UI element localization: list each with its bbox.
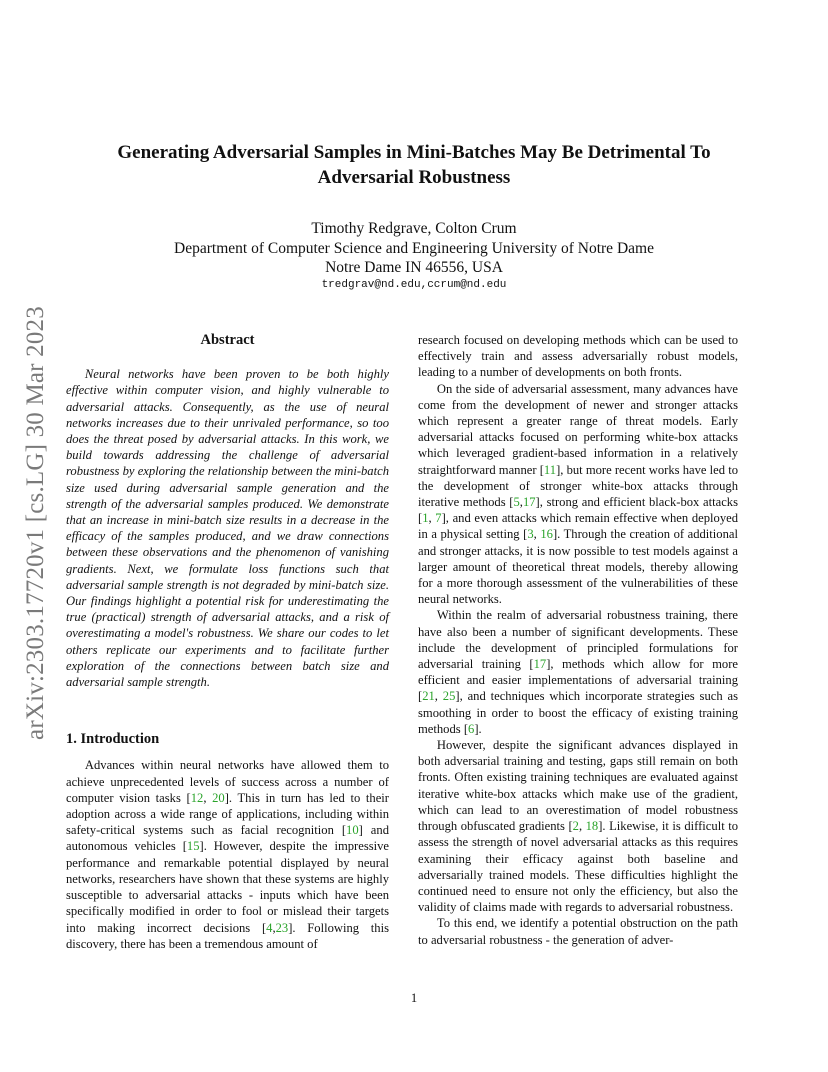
introduction-paragraph-1: Advances within neural networks have allowed them to achieve unprecedented levels of success across a number of computer vision tasks [12, 20]. This in turn has led to their adoption across a wide range of applications, including within safety-critical systems such as facial recognition [10] and autonomous vehicles [15]. However, despite the impressive performance and remarkable potential displayed by neural networks, researchers have shown that these systems are highly susceptible to adversarial attacks - inputs which have been specifically modified in order to fool or mislead their targets into making incorrect decisions [4,23]. Following this discovery, there has been a tremendous amount of bbox=[66, 758, 390, 951]
paper-title-line-1: Generating Adversarial Samples in Mini-Batches May Be Detrimental To bbox=[117, 142, 711, 163]
citation-link[interactable]: 7 bbox=[435, 511, 442, 526]
arxiv-identifier-text: arXiv:2303.17720v1 [cs.LG] 30 Mar 2023 bbox=[22, 305, 50, 740]
introduction-paragraph-4: However, despite the significant advances displayed in both adversarial training and testing, gaps still remain on both fronts. Often existing training techniques are evaluated against iterative white-box attacks which make use of the gradient, which can lead to an overestimation of model robustness through obfuscated gradients [2, 18]. Likewise, it is difficult to assess the strength of novel adversarial attacks as this requires examining their efficacy against both baseline and adversarially trained models. These difficulties highlight the continued need to ensure not only the efficiency, but also the validity of claims made with regards to adversarial robustness. bbox=[418, 738, 739, 915]
introduction-paragraph-2: On the side of adversarial assessment, many advances have come from the development of newer and stronger attacks which represent a greater range of threat models. Early adversarial attacks focused on performing white-box attacks which leveraged gradient-based information in a relatively straightforward manner [11], but more recent works have led to the development of stronger white-box attacks through iterative methods [5,17], strong and efficient black-box attacks [1, 7], and even attacks which remain effective when deployed in a physical setting [3, 16]. Through the creation of additional and stronger attacks, it is now possible to test models against a larger amount of theoretical threat models, thereby allowing for a more thorough assessment of the vulnerabilities of these neural networks. bbox=[418, 381, 738, 607]
paper-title-line-2: Adversarial Robustness bbox=[317, 167, 511, 188]
abstract-text: Neural networks have been proven to be both highly effective within computer vision, and highly vulnerable to adversarial attacks. Consequently, as the use of neural networks increases due to their unrivaled performance, so too does the threat posed by adversarial attacks. In this work, we build towards addressing the challenge of adversarial robustness by exploring the relationship between the mini-batch size used during adversarial sample generation and the strength of the adversarial samples produced. We demonstrate that an increase in mini-batch size results in a decrease in the efficacy of the samples produced, and we draw connections between these observations and the phenomenon of vanishing gradients. Next, we formulate loss functions such that adversarial sample strength is not degraded by mini-batch size. Our findings highlight a potential risk for underestimating the true (practical) strength of adversarial attacks, and a risk of overestimating a model's robustness. We share our codes to let others replicate our experiments and to facilitate further exploration of the connections between batch size and adversarial sample strength. bbox=[66, 367, 389, 690]
author-emails: tredgrav@nd.edu,ccrum@nd.edu bbox=[321, 279, 507, 291]
introduction-paragraph-3: Within the realm of adversarial robustness training, there have also been a number of significant developments. These include the development of principled formulations for adversarial training [17], methods which allow for more efficient and easier implementations of adversarial training [21, 25], and techniques which incorporate strategies such as smoothing in order to boost the efficacy of existing training methods [6]. bbox=[418, 608, 738, 736]
citation-link[interactable]: 15 bbox=[186, 839, 200, 854]
author-block bbox=[70, 219, 758, 278]
arxiv-identifier bbox=[22, 285, 50, 760]
introduction-heading: 1. Introduction bbox=[66, 731, 160, 748]
page-number: 1 bbox=[410, 991, 418, 1005]
citation-link[interactable]: 25 bbox=[442, 689, 456, 704]
author-names: Timothy Redgrave, Colton Crum bbox=[311, 220, 517, 237]
left-column bbox=[66, 332, 389, 952]
citation-link[interactable]: 16 bbox=[540, 527, 553, 542]
abstract-heading: Abstract bbox=[200, 332, 255, 348]
citation-link[interactable]: 12 bbox=[190, 790, 204, 805]
citation-link[interactable]: 3 bbox=[527, 527, 534, 542]
right-column bbox=[418, 332, 738, 948]
citation-link[interactable]: 21 bbox=[422, 689, 435, 704]
author-affiliation: Department of Computer Science and Engineering University of Notre Dame bbox=[174, 239, 654, 257]
citation-link[interactable]: 17 bbox=[522, 495, 536, 510]
citation-link[interactable]: 20 bbox=[212, 790, 225, 805]
citation-link[interactable]: 1 bbox=[422, 511, 429, 526]
citation-link[interactable]: 6 bbox=[468, 721, 475, 736]
paper-title bbox=[70, 140, 758, 190]
citation-link[interactable]: 4 bbox=[266, 920, 273, 935]
author-address: Notre Dame IN 46556, USA bbox=[325, 259, 503, 276]
citation-link[interactable]: 2 bbox=[572, 819, 579, 834]
citation-link[interactable]: 11 bbox=[543, 462, 557, 477]
citation-link[interactable]: 18 bbox=[585, 819, 599, 834]
introduction-paragraph-5: To this end, we identify a potential obstruction on the path to adversarial robustness - the generation of adver- bbox=[418, 916, 738, 947]
citation-link[interactable]: 17 bbox=[533, 657, 547, 672]
citation-link[interactable]: 10 bbox=[346, 823, 359, 838]
introduction-paragraph-1-continued: research focused on developing methods which can be used to effectively train and assess adversarially robust models, leading to a number of developments on both fronts. bbox=[418, 333, 738, 380]
citation-link[interactable]: 23 bbox=[275, 920, 289, 935]
citation-link[interactable]: 5 bbox=[513, 495, 520, 510]
